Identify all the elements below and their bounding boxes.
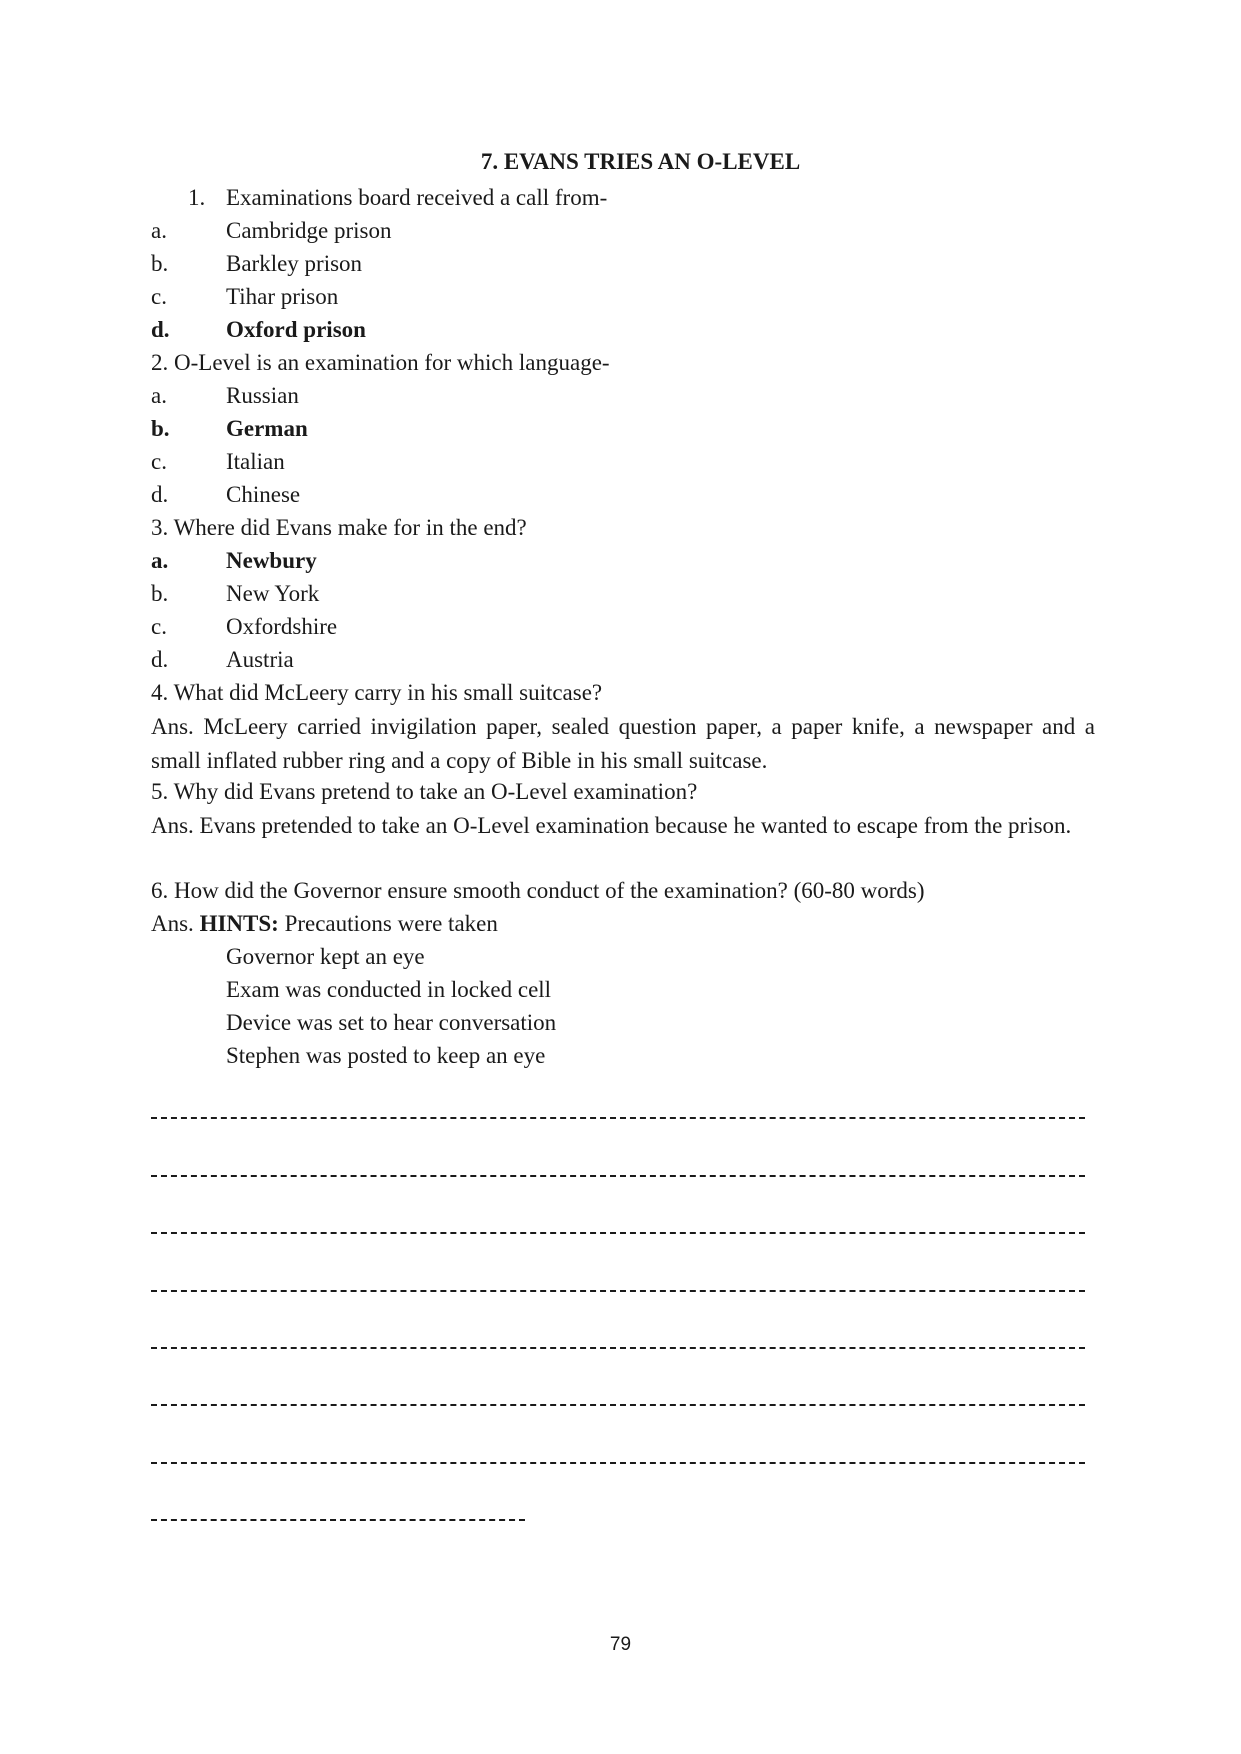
hint-item: Governor kept an eye xyxy=(226,944,425,969)
answer-writing-line xyxy=(151,1404,1085,1406)
answer-writing-line xyxy=(151,1117,1085,1119)
question-6-answer-intro xyxy=(151,910,498,938)
answer-writing-line xyxy=(151,1290,1085,1292)
q3-option-text: Austria xyxy=(226,647,294,672)
q1-option-text: Barkley prison xyxy=(226,251,363,276)
q2-correct-option-letter: b. xyxy=(151,416,170,441)
hint-item: Device was set to hear conversation xyxy=(226,1010,557,1035)
q1-option-letter: b. xyxy=(151,251,169,276)
q1-option-letter: c. xyxy=(151,284,167,309)
q2-option-text: Chinese xyxy=(226,482,301,507)
q3-option-text: New York xyxy=(226,581,320,606)
q2-option-letter: d. xyxy=(151,482,169,507)
answer-writing-line xyxy=(151,1462,1085,1464)
question-6-text: 6. How did the Governor ensure smooth conduct of the examination? (60-80 words) xyxy=(151,878,925,903)
answer-prefix: Ans. xyxy=(151,911,200,936)
q2-correct-option-text: German xyxy=(226,416,308,441)
question-5-answer: Ans. Evans pretended to take an O-Level examination because he wanted to escape from the prison. xyxy=(151,813,1072,838)
question-4-text: 4. What did McLeery carry in his small suitcase? xyxy=(151,680,603,705)
q1-option-letter: a. xyxy=(151,218,167,243)
q3-option-text: Oxfordshire xyxy=(226,614,338,639)
question-5-text: 5. Why did Evans pretend to take an O-Level examination? xyxy=(151,779,698,804)
question-1-text: Examinations board received a call from- xyxy=(226,185,608,210)
answer-writing-line xyxy=(151,1232,1085,1234)
q3-option-letter: c. xyxy=(151,614,167,639)
q1-correct-option-letter: d. xyxy=(151,317,170,342)
answer-writing-line xyxy=(151,1347,1085,1349)
hints-intro: Precautions were taken xyxy=(278,911,498,936)
q2-option-letter: a. xyxy=(151,383,167,408)
q3-option-letter: d. xyxy=(151,647,169,672)
q2-option-text: Italian xyxy=(226,449,285,474)
q3-option-letter: b. xyxy=(151,581,169,606)
q3-correct-option-letter: a. xyxy=(151,548,169,573)
question-4-answer: Ans. McLeery carried invigilation paper, sealed question paper, a paper knife, a newspaper and a small inflated rubber ring and a copy of Bible in his small suitcase. xyxy=(151,714,1095,773)
hints-label: HINTS: xyxy=(199,911,279,936)
answer-writing-line xyxy=(151,1175,1085,1177)
q2-option-letter: c. xyxy=(151,449,167,474)
hint-item: Stephen was posted to keep an eye xyxy=(226,1043,546,1068)
q2-option-text: Russian xyxy=(226,383,299,408)
page-title: 7. EVANS TRIES AN O-LEVEL xyxy=(480,149,801,174)
hint-item: Exam was conducted in locked cell xyxy=(226,977,552,1002)
q1-option-text: Cambridge prison xyxy=(226,218,392,243)
answer-writing-line xyxy=(151,1519,525,1521)
question-2-text: 2. O-Level is an examination for which language- xyxy=(151,350,610,375)
q1-option-text: Tihar prison xyxy=(226,284,339,309)
q1-correct-option-text: Oxford prison xyxy=(226,317,366,342)
q3-correct-option-text: Newbury xyxy=(226,548,317,573)
page-number: 79 xyxy=(609,1634,632,1655)
question-1-number: 1. xyxy=(188,185,206,210)
question-3-text: 3. Where did Evans make for in the end? xyxy=(151,515,527,540)
